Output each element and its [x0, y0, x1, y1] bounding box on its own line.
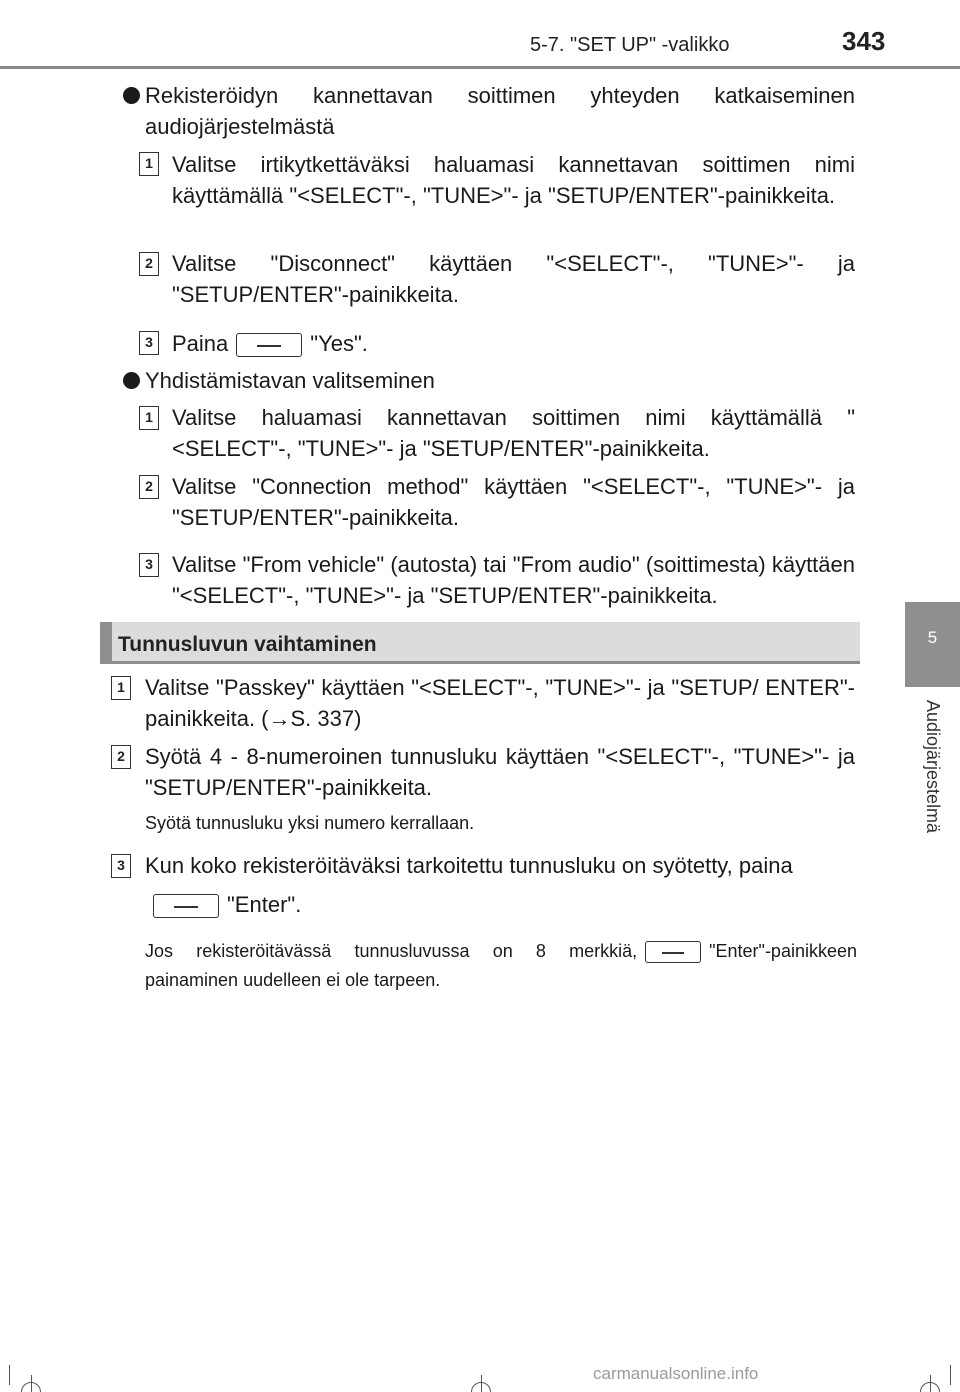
- block2-step2-text: Valitse "Connection method" käyttäen "<SELECT"-, "TUNE>"- ja "SETUP/ENTER"-painikkeita.: [172, 474, 855, 530]
- step-badge: 1: [139, 406, 159, 430]
- chapter-tab: [905, 602, 960, 687]
- block1-title: Rekisteröidyn kannettavan soittimen yhteyden katkaiseminen audiojärjestelmästä: [145, 83, 855, 139]
- crop-tick: [950, 1365, 951, 1385]
- step-badge: 3: [139, 553, 159, 577]
- step-badge: 1: [111, 676, 131, 700]
- step-badge: 1: [139, 152, 159, 176]
- step-badge: 3: [139, 331, 159, 355]
- page-number: 343: [842, 26, 886, 56]
- section-heading-text: Tunnusluvun vaihtaminen: [118, 633, 377, 656]
- touch-button-icon: [236, 333, 302, 357]
- crop-mark-icon: [920, 1382, 940, 1392]
- section-step3-note-pre: Jos rekisteröitävässä tunnusluvussa on 8 merkkiä,: [145, 941, 638, 961]
- touch-button-icon: [645, 941, 701, 963]
- header-section-title: 5-7. "SET UP" -valikko: [530, 34, 730, 56]
- block1-step3-post: "Yes".: [310, 331, 368, 356]
- block1-step2-text: Valitse "Disconnect" käyttäen "<SELECT"-, "TUNE>"- ja "SETUP/ENTER"-painikkeita.: [172, 251, 855, 307]
- section-step3-note: [145, 937, 857, 995]
- watermark: carmanualsonline.info: [593, 1364, 759, 1383]
- block2-step3-text: Valitse "From vehicle" (autosta) tai "From audio" (soittimesta) käyttäen "<SELECT"-, "TUNE>"- ja "SETUP/ENTER"-painikkeita.: [172, 552, 855, 608]
- block1-step1-text: Valitse irtikytkettäväksi haluamasi kannettavan soittimen nimi käyttämällä "<SELECT"-, "TUNE>"- ja "SETUP/ENTER"-painikkeita.: [172, 152, 855, 208]
- bullet-dot-icon: [123, 372, 140, 389]
- section-heading: [100, 622, 860, 664]
- section-step3-post: "Enter".: [227, 892, 302, 917]
- chapter-title: Audiojärjestelmä: [923, 700, 943, 834]
- section-step2-text: Syötä 4 - 8-numeroinen tunnusluku käyttäen "<SELECT"-, "TUNE>"- ja "SETUP/ENTER"-painikkeita.: [145, 744, 855, 800]
- block1-step3-pre: Paina: [172, 331, 229, 356]
- section-step2-note: Syötä tunnusluku yksi numero kerrallaan.: [145, 813, 475, 833]
- touch-button-icon: [153, 894, 219, 918]
- section-step3-continuation: [145, 889, 855, 920]
- block2-step1-text: Valitse haluamasi kannettavan soittimen nimi käyttämällä "<SELECT"-, "TUNE>"- ja "SETUP/ENTER"-painikkeita.: [172, 405, 855, 461]
- bullet-dot-icon: [123, 87, 140, 104]
- block1-step3-text: [172, 328, 855, 359]
- block2-title: Yhdistämistavan valitseminen: [145, 368, 435, 393]
- step-badge: 2: [139, 475, 159, 499]
- section-step3-note-post: "Enter"-painikkeen painaminen uudelleen ei ole tarpeen.: [145, 941, 857, 990]
- chapter-number: 5: [927, 628, 938, 647]
- crop-tick: [9, 1365, 10, 1385]
- section-step3-text: Kun koko rekisteröitäväksi tarkoitettu tunnusluku on syötetty, paina: [145, 853, 793, 878]
- step-badge: 3: [111, 854, 131, 878]
- step-badge: 2: [139, 252, 159, 276]
- section-step1-text: Valitse "Passkey" käyttäen "<SELECT"-, "TUNE>"- ja "SETUP/ ENTER"-painikkeita. (→S. 337): [145, 675, 855, 731]
- step-badge: 2: [111, 745, 131, 769]
